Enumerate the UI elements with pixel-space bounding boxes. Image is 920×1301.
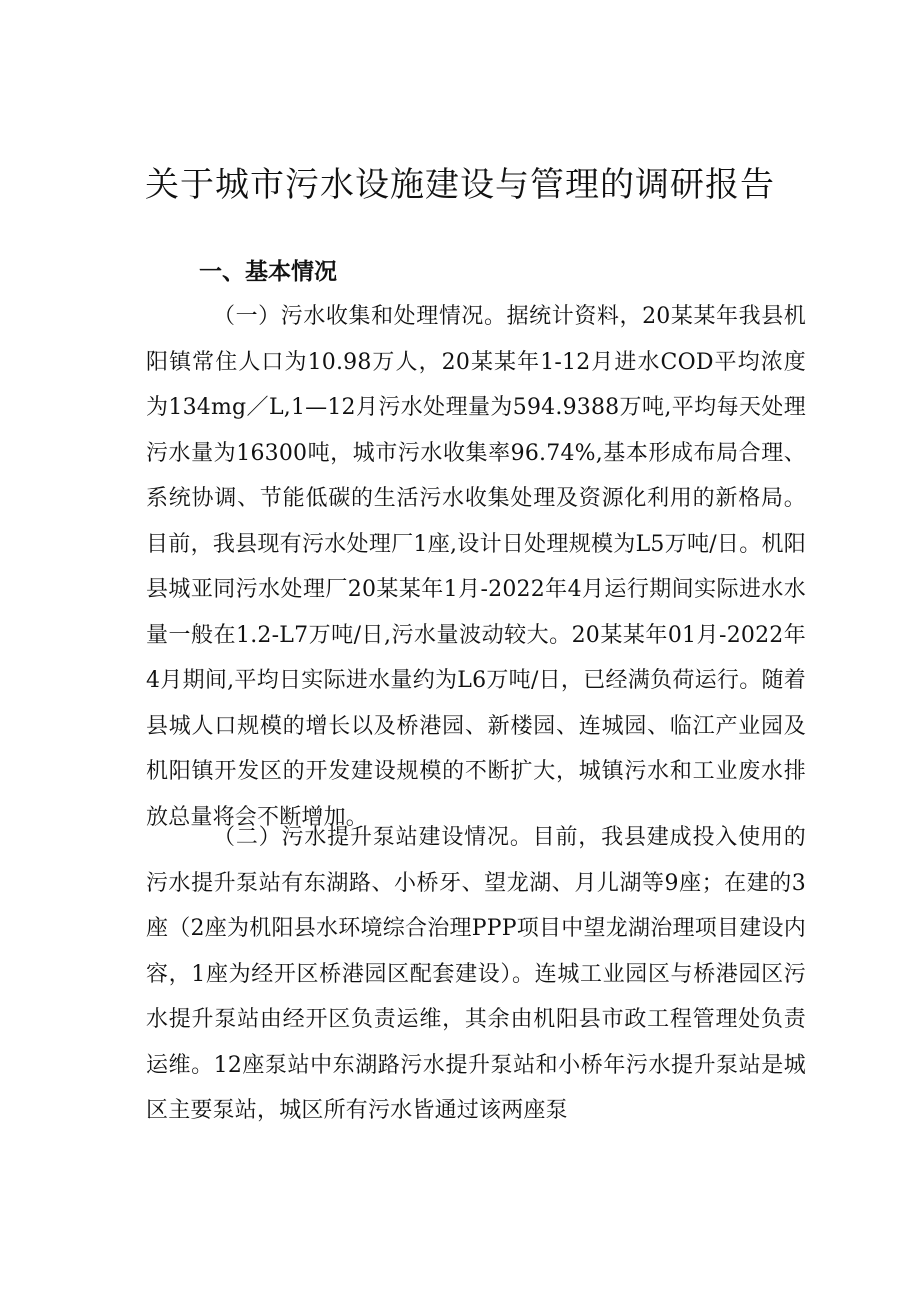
section-heading: 一、基本情况 [199,259,337,285]
paragraph-sewage-collection: （一）污水收集和处理情况。据统计资料，20某某年我县机阳镇常住人口为10.98万人，20某某年1-12月进水COD平均浓度为134mg／L,1—12月污水处理量为594.9388万吨,平均每天处理污水量为16300吨，城市污水收集率96.74%,基本形成布局合理、系统协调、节能低碳的生活污水收集处理及资源化利用的新格局。目前，我县现有污水处理厂1座,设计日处理规模为L5万吨/日。机阳县城亚同污水处理厂20某某年1月-2022年4月运行期间实际进水水量一般在1.2-L7万吨/日,污水量波动较大。20某某年01月-2022年4月期间,平均日实际进水量约为L6万吨/日，已经满负荷运行。随着县城人口规模的增长以及桥港园、新楼园、连城园、临江产业园及机阳镇开发区的开发建设规模的不断扩大，城镇污水和工业废水排放总量将会不断增加。 [146,304,806,830]
document-title: 关于城市污水设施建设与管理的调研报告 [145,165,775,205]
paragraph-pump-stations: （二）污水提升泵站建设情况。目前，我县建成投入使用的污水提升泵站有东湖路、小桥牙、望龙湖、月儿湖等9座；在建的3座（2座为机阳县水环境综合治理PPP项目中望龙湖治理项目建设内容，1座为经开区桥港园区配套建设）。连城工业园区与桥港园区污水提升泵站由经开区负责运维，其余由机阳县市政工程管理处负责运维。12座泵站中东湖路污水提升泵站和小桥年污水提升泵站是城区主要泵站，城区所有污水皆通过该两座泵 [146,825,806,1123]
